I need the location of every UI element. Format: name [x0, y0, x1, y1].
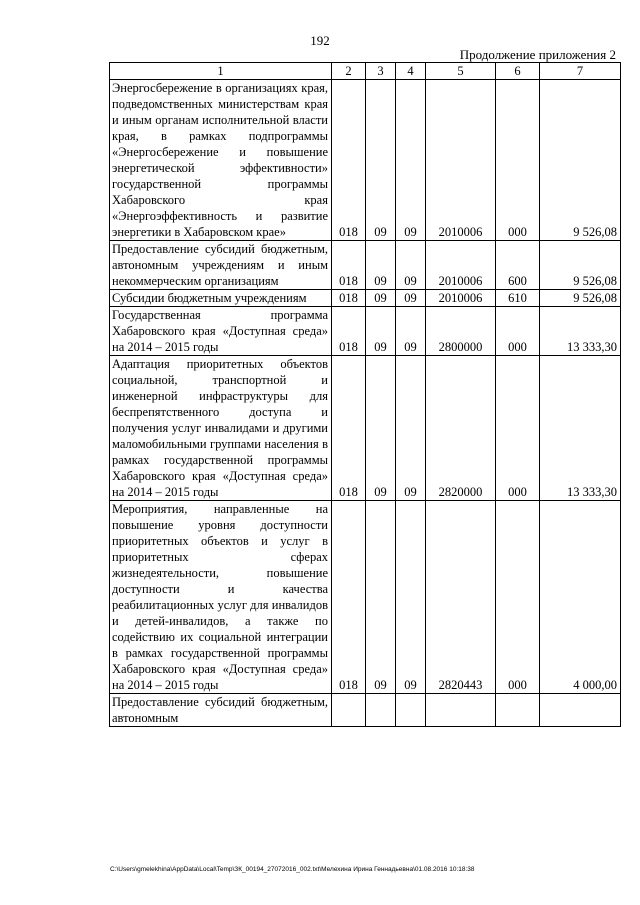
cell-subsection [396, 694, 426, 727]
cell-expense-type: 610 [496, 290, 540, 307]
cell-subsection: 09 [396, 307, 426, 356]
cell-amount: 9 526,08 [540, 241, 621, 290]
cell-subsection: 09 [396, 290, 426, 307]
cell-target-article: 2820000 [426, 356, 496, 501]
row-name: Субсидии бюджетным учреждениям [110, 290, 332, 307]
cell-expense-type: 600 [496, 241, 540, 290]
cell-expense-type: 000 [496, 80, 540, 241]
cell-target-article: 2800000 [426, 307, 496, 356]
cell-ministry: 018 [332, 356, 366, 501]
cell-amount: 13 333,30 [540, 356, 621, 501]
table-header-row [110, 63, 621, 80]
row-name: Предоставление субсидий бюджетным, автономным [110, 694, 332, 727]
header-cell: 1 [110, 63, 332, 80]
cell-subsection: 09 [396, 356, 426, 501]
cell-ministry: 018 [332, 241, 366, 290]
row-name: Предоставление субсидий бюджетным, автономным учреждениям и иным некоммерческим организациям [110, 241, 332, 290]
row-name: Энергосбережение в организациях края, подведомственных министерствам края и иным органам исполнительной власти края, в рамках подпрограммы «Энергосбережение и повышение энергетической эффективности» государственной программы Хабаровского края «Энергоэффективность и развитие энергетики в Хабаровском крае» [110, 80, 332, 241]
cell-expense-type: 000 [496, 307, 540, 356]
table-row [110, 356, 621, 501]
cell-ministry: 018 [332, 290, 366, 307]
cell-section: 09 [366, 290, 396, 307]
continuation-note: Продолжение приложения 2 [459, 47, 616, 62]
row-name: Мероприятия, направленные на повышение уровня доступности приоритетных объектов и услуг в приоритетных сферах жизнедеятельности, повышение доступности и качества реабилитационных услуг для инвалидов и детей-инвалидов, а также по содействию их социальной интеграции в рамках государственной программы Хабаровского края «Доступная среда» на 2014 – 2015 годы [110, 501, 332, 694]
cell-ministry [332, 694, 366, 727]
row-name: Государственная программа Хабаровского края «Доступная среда» на 2014 – 2015 годы [110, 307, 332, 356]
cell-amount [540, 694, 621, 727]
header-cell: 2 [332, 63, 366, 80]
cell-ministry: 018 [332, 80, 366, 241]
table-row [110, 307, 621, 356]
cell-section: 09 [366, 307, 396, 356]
cell-section [366, 694, 396, 727]
cell-target-article: 2820443 [426, 501, 496, 694]
cell-section: 09 [366, 80, 396, 241]
table-row [110, 241, 621, 290]
cell-subsection: 09 [396, 501, 426, 694]
header-cell: 5 [426, 63, 496, 80]
cell-section: 09 [366, 356, 396, 501]
page-number: 192 [310, 33, 330, 48]
cell-amount: 13 333,30 [540, 307, 621, 356]
header-cell: 6 [496, 63, 540, 80]
cell-target-article: 2010006 [426, 80, 496, 241]
cell-section: 09 [366, 501, 396, 694]
cell-target-article [426, 694, 496, 727]
cell-expense-type: 000 [496, 501, 540, 694]
row-name: Адаптация приоритетных объектов социальной, транспортной и инженерной инфраструктуры для беспрепятственного доступа и получения услуг инвалидами и другими маломобильными группами населения в рамках государственной программы Хабаровского края «Доступная среда» на 2014 – 2015 годы [110, 356, 332, 501]
cell-expense-type: 000 [496, 356, 540, 501]
cell-ministry: 018 [332, 501, 366, 694]
header-cell: 7 [540, 63, 621, 80]
table-row [110, 501, 621, 694]
header-cell: 4 [396, 63, 426, 80]
table-row [110, 694, 621, 727]
header-cell: 3 [366, 63, 396, 80]
cell-expense-type [496, 694, 540, 727]
cell-amount: 4 000,00 [540, 501, 621, 694]
cell-amount: 9 526,08 [540, 290, 621, 307]
cell-target-article: 2010006 [426, 241, 496, 290]
file-path-footer: C:\Users\gmelekhina\AppData\Local\Temp\ЗК_00194_27072016_002.txt\Мелехина Ирина Геннадьевна\01.08.2016 10:18:38 [110, 866, 475, 873]
table-row [110, 290, 621, 307]
cell-subsection: 09 [396, 241, 426, 290]
cell-subsection: 09 [396, 80, 426, 241]
cell-amount: 9 526,08 [540, 80, 621, 241]
cell-section: 09 [366, 241, 396, 290]
table-row [110, 80, 621, 241]
cell-target-article: 2010006 [426, 290, 496, 307]
cell-ministry: 018 [332, 307, 366, 356]
budget-table [109, 62, 621, 727]
